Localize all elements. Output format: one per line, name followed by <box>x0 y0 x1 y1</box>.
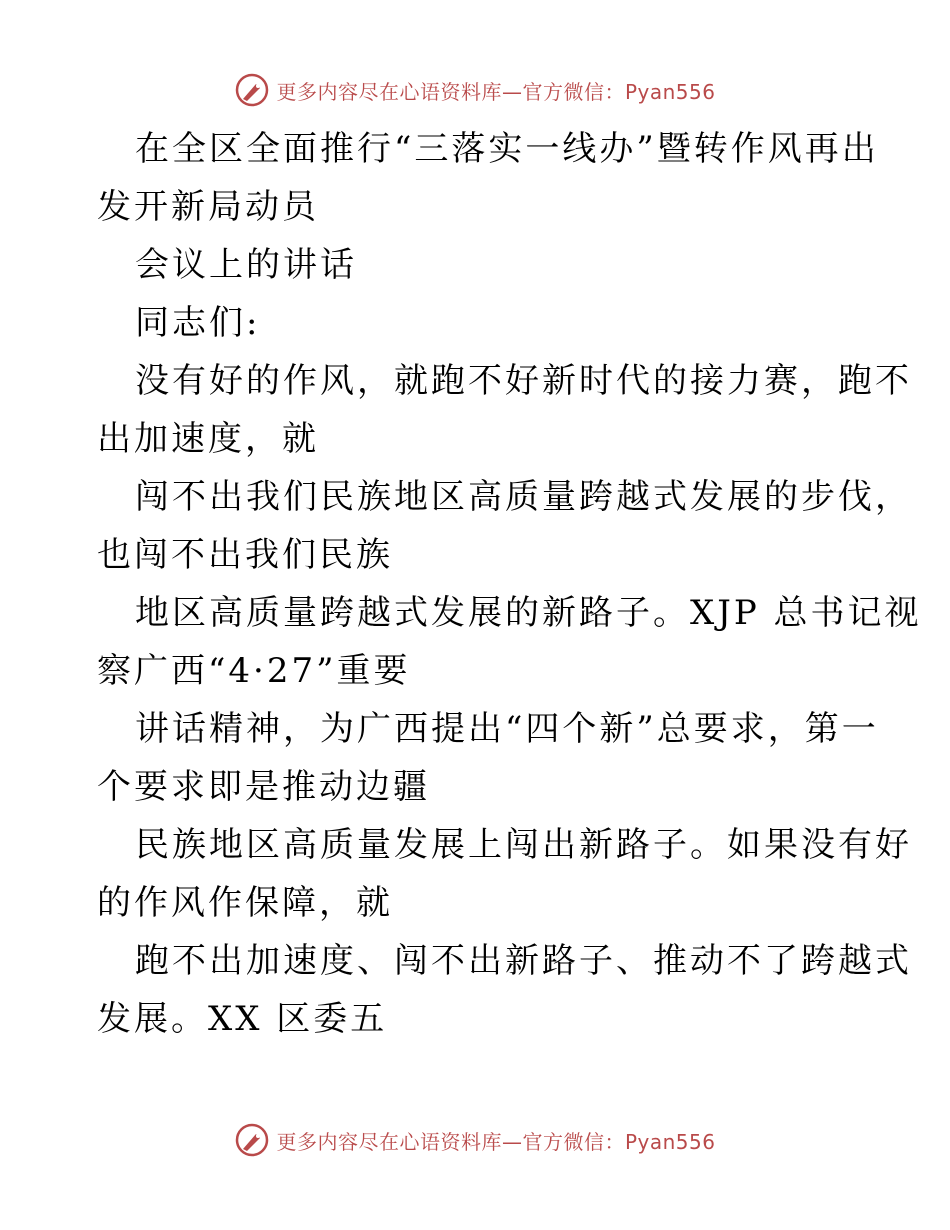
body-line: 察广西“4·27”重要 <box>97 651 411 691</box>
header-watermark <box>0 70 950 110</box>
body-line: 的作风作保障，就 <box>97 883 393 923</box>
body-line: 会议上的讲话 <box>135 245 357 285</box>
watermark-text: 更多内容尽在心语资料库—官方微信：Pyan556 <box>276 1129 716 1154</box>
body-line: 同志们: <box>135 303 261 343</box>
body-line: 没有好的作风，就跑不好新时代的接力赛，跑不 <box>135 361 912 401</box>
pen-nib-logo-icon <box>234 72 270 108</box>
body-line: 在全区全面推行“三落实一线办”暨转作风再出 <box>135 129 879 169</box>
body-line: 闯不出我们民族地区高质量跨越式发展的步伐， <box>135 477 912 517</box>
body-line: 发展。XX 区委五 <box>97 999 388 1039</box>
body-line: 出加速度，就 <box>97 419 319 459</box>
body-line: 讲话精神，为广西提出“四个新”总要求，第一 <box>135 709 879 749</box>
document-body <box>97 120 922 1048</box>
body-line: 民族地区高质量发展上闯出新路子。如果没有好 <box>135 825 912 865</box>
pen-nib-logo-icon <box>234 1122 270 1158</box>
body-line: 地区高质量跨越式发展的新路子。XJP 总书记视 <box>135 593 922 633</box>
body-line: 也闯不出我们民族 <box>97 535 393 575</box>
footer-watermark <box>0 1120 950 1160</box>
watermark-text: 更多内容尽在心语资料库—官方微信：Pyan556 <box>276 79 716 104</box>
body-line: 跑不出加速度、闯不出新路子、推动不了跨越式 <box>135 941 912 981</box>
body-line: 个要求即是推动边疆 <box>97 767 430 807</box>
body-line: 发开新局动员 <box>97 187 319 227</box>
